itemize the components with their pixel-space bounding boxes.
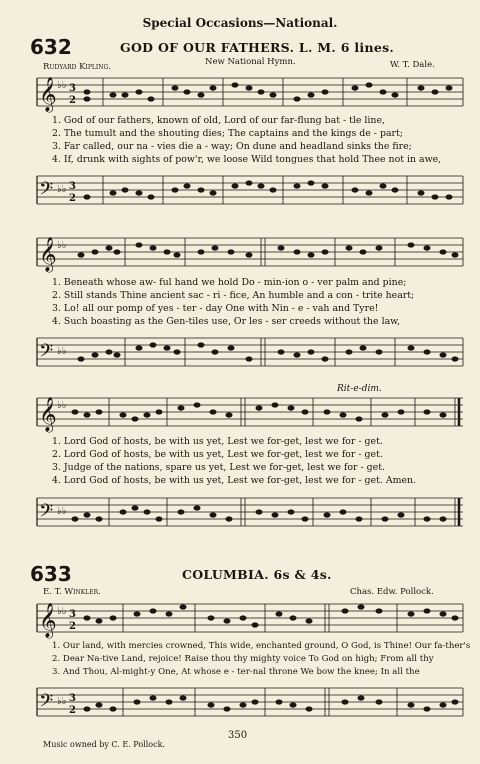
copyright-note: Music owned by C. E. Pollock. (43, 740, 165, 749)
hymn-number: 633 (30, 562, 72, 586)
svg-text:3: 3 (69, 609, 76, 620)
svg-text:2: 2 (69, 193, 76, 204)
treble-staff (35, 596, 465, 640)
lyric-line: 3. And Thou, Al-might-y One, At whose e - ter-nal throne We bow the knee; In all the (52, 667, 420, 677)
treble-staff (35, 390, 465, 434)
lyric-line: 4. Such boasting as the Gen-tiles use, Or les - ser creeds without the law, (52, 316, 401, 327)
svg-text:♭♭: ♭♭ (57, 606, 67, 617)
page-number: 350 (228, 730, 248, 741)
composer-credit: Chas. Edw. Pollock. (350, 587, 434, 597)
svg-text:3: 3 (69, 83, 76, 94)
lyric-line: 2. Lord God of hosts, be with us yet, Lest we for-get, lest we for - get. (52, 449, 383, 460)
lyric-line: 4. If, drunk with sights of pow'r, we loose Wild tongues that hold Thee not in awe, (52, 154, 442, 165)
lyric-line: 1. God of our fathers, known of old, Lord of our far-flung bat - tle line, (52, 115, 385, 126)
lyric-line: 4. Lord God of hosts, be with us yet, Lest we for-get, lest we for - get. Amen. (52, 475, 417, 486)
lyric-line: 3. Far called, our na - vies die a - way; On dune and headland sinks the fire; (52, 141, 412, 152)
svg-text:𝄞: 𝄞 (39, 237, 57, 272)
treble-staff (35, 230, 465, 274)
svg-text:♭♭: ♭♭ (57, 506, 67, 517)
svg-text:𝄢: 𝄢 (39, 691, 54, 716)
svg-text:2: 2 (69, 621, 76, 632)
bass-staff (35, 330, 465, 374)
lyric-line: 2. Dear Na-tive Land, rejoice! Raise thou thy mighty voice To God on high; From all thy (52, 654, 434, 664)
lyric-line: 1. Beneath whose aw- ful hand we hold Do - min-ion o - ver palm and pine; (52, 277, 407, 288)
author-credit: E. T. Winkler. (43, 587, 101, 597)
svg-text:2: 2 (69, 705, 76, 716)
hymn-title: GOD OF OUR FATHERS. L. M. 6 lines. (120, 40, 395, 55)
svg-text:𝄢: 𝄢 (39, 501, 54, 526)
svg-text:♭♭: ♭♭ (57, 184, 67, 195)
lyric-line: 2. Still stands Thine ancient sac - ri - fice, An humble and a con - trite heart; (52, 290, 415, 301)
treble-staff (35, 70, 465, 114)
svg-text:𝄢: 𝄢 (39, 179, 54, 204)
bass-staff (35, 680, 465, 724)
composer-credit: W. T. Dale. (390, 60, 435, 70)
page-header: Special Occasions—National. (142, 16, 338, 30)
lyric-line: 2. The tumult and the shouting dies; The captains and the kings de - part; (52, 128, 403, 139)
svg-text:♭♭: ♭♭ (57, 80, 67, 91)
lyric-line: 1. Our land, with mercies crowned, This wide, enchanted ground, O God, is Thine! Our fa-ther's (52, 641, 471, 651)
svg-text:𝄞: 𝄞 (39, 603, 57, 638)
hymn-number: 632 (30, 35, 72, 59)
svg-text:♭♭: ♭♭ (57, 240, 67, 251)
lyric-line: 3. Lo! all our pomp of yes - ter - day One with Nin - e - vah and Tyre! (52, 303, 379, 314)
svg-text:𝄞: 𝄞 (39, 77, 57, 112)
hymn-title: COLUMBIA. 6s & 4s. (182, 567, 332, 582)
svg-text:3: 3 (69, 181, 76, 192)
bass-staff (35, 168, 465, 212)
author-credit: Rudyard Kipling. (43, 62, 111, 72)
tempo-marking: Rit-e-dim. (337, 384, 382, 394)
svg-text:♭♭: ♭♭ (57, 346, 67, 357)
lyric-line: 1. Lord God of hosts, be with us yet, Lest we for-get, lest we for - get. (52, 436, 383, 447)
bass-staff (35, 490, 465, 534)
svg-text:3: 3 (69, 693, 76, 704)
svg-text:♭♭: ♭♭ (57, 696, 67, 707)
svg-text:2: 2 (69, 95, 76, 106)
tune-name: New National Hymn. (205, 57, 296, 67)
svg-text:𝄞: 𝄞 (39, 397, 57, 432)
lyric-line: 3. Judge of the nations, spare us yet, Lest we for-get, lest we for - get. (52, 462, 385, 473)
svg-text:♭♭: ♭♭ (57, 400, 67, 411)
svg-text:𝄢: 𝄢 (39, 341, 54, 366)
